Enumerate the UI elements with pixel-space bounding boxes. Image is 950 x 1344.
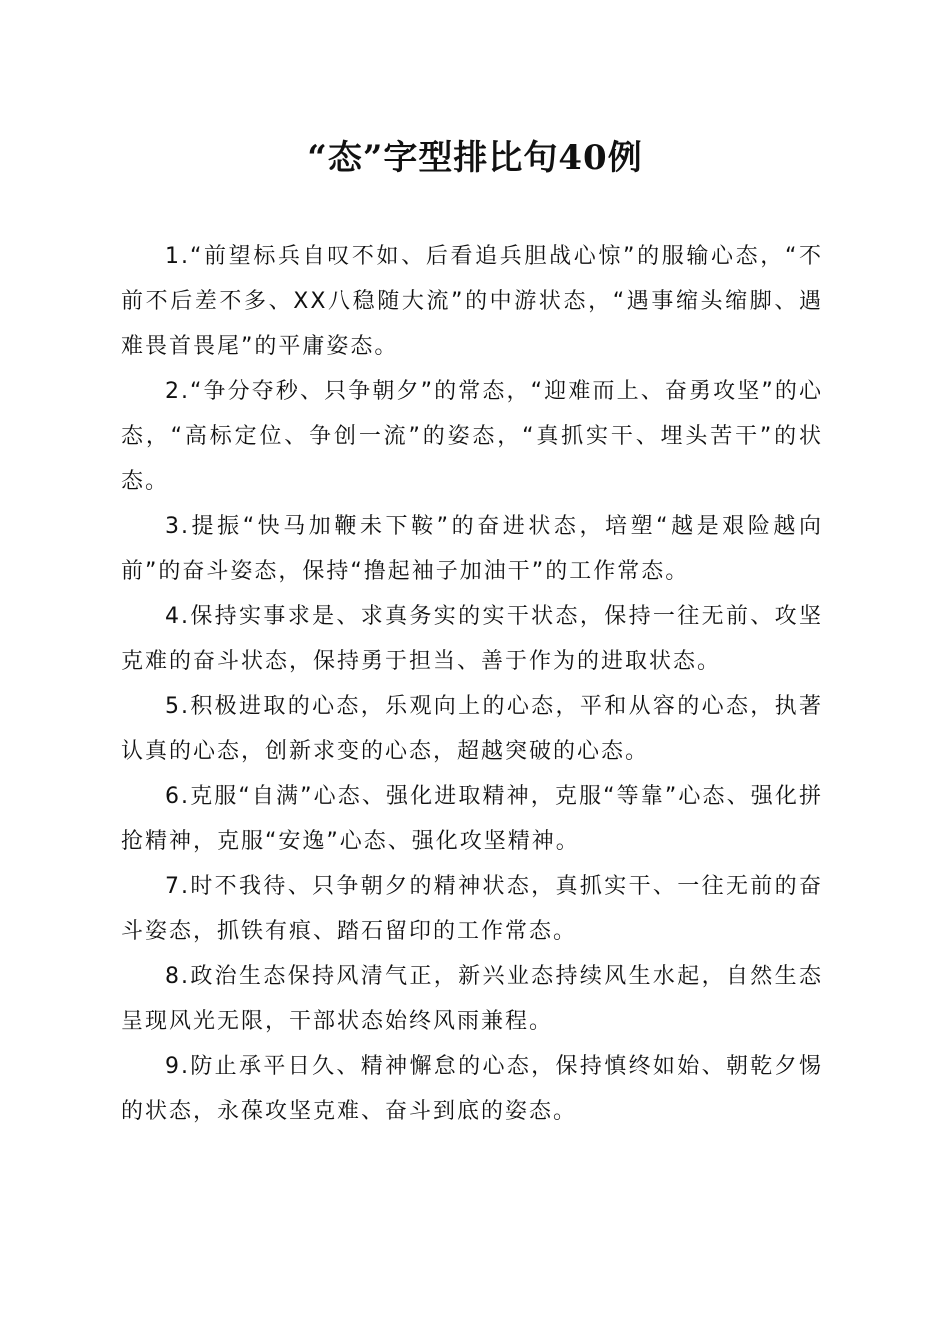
paragraph-7: 7.时不我待、只争朝夕的精神状态，真抓实干、一往无前的奋斗姿态，抓铁有痕、踏石留印的工作常态。 bbox=[121, 874, 823, 944]
paragraph-5: 5.积极进取的心态，乐观向上的心态，平和从容的心态，执著认真的心态，创新求变的心态，超越突破的心态。 bbox=[121, 694, 823, 764]
paragraph-6: 6.克服“自满”心态、强化进取精神，克服“等靠”心态、强化拼抢精神，克服“安逸”心态、强化攻坚精神。 bbox=[121, 784, 823, 854]
document-body bbox=[121, 234, 823, 1134]
paragraph-3: 3.提振“快马加鞭未下鞍”的奋进状态，培塑“越是艰险越向前”的奋斗姿态，保持“撸起袖子加油干”的工作常态。 bbox=[121, 514, 823, 584]
paragraph-9: 9.防止承平日久、精神懈怠的心态，保持慎终如始、朝乾夕惕的状态，永葆攻坚克难、奋斗到底的姿态。 bbox=[121, 1054, 823, 1124]
paragraph-4: 4.保持实事求是、求真务实的实干状态，保持一往无前、攻坚克难的奋斗状态，保持勇于担当、善于作为的进取状态。 bbox=[121, 604, 823, 674]
paragraph-1: 1.“前望标兵自叹不如、后看追兵胆战心惊”的服输心态，“不前不后差不多、XX八稳随大流”的中游状态，“遇事缩头缩脚、遇难畏首畏尾”的平庸姿态。 bbox=[121, 244, 823, 359]
paragraph-8: 8.政治生态保持风清气正，新兴业态持续风生水起，自然生态呈现风光无限，干部状态始终风雨兼程。 bbox=[121, 964, 823, 1034]
paragraph-2: 2.“争分夺秒、只争朝夕”的常态，“迎难而上、奋勇攻坚”的心态，“高标定位、争创一流”的姿态，“真抓实干、埋头苦干”的状态。 bbox=[121, 379, 823, 494]
document-title: “态”字型排比句40例 bbox=[307, 138, 643, 178]
